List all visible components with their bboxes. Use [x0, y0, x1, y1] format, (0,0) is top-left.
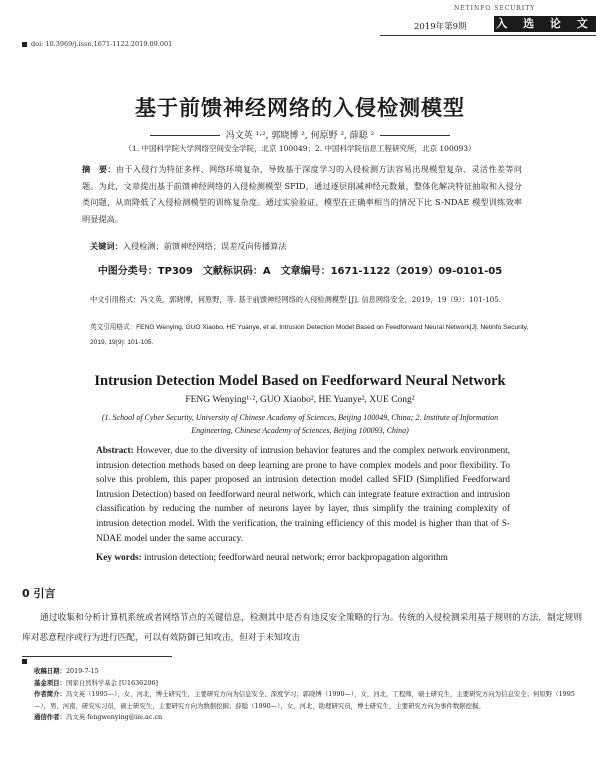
- affiliation-english: (1. School of Cyber Security, University of Chinese Academy of Sciences, Beijing 100049, China; 2. Institute of Information Engineering, Chinese Academy of Sciences, Beijing 100093, China): [101, 413, 499, 435]
- keywords-english: [96, 551, 510, 566]
- affiliation-chinese: （1. 中国科学院大学网络空间安全学院，北京 100049；2. 中国科学院信息工程研究所，北京 100093）: [124, 144, 476, 153]
- footnote-value: 冯文英（1995—），女，河北，博士研究生，主要研究方向为信息安全、深度学习；郭晓博（1990—），女，河北，工程师，硕士研究生，主要研究方向为信息安全；何原野（1995—），男，河南，研究实习员，硕士研究生，主要研究方向为数据挖掘；薛聪（1990—），女，河北，助理研究员，博士研究生，主要研究方向为事件数据挖掘。: [34, 690, 575, 710]
- keywords-chinese: [90, 241, 287, 252]
- classification-line: 中图分类号：TP309 文献标识码：A 文章编号：1671-1122（2019）09-0101-05: [97, 266, 503, 277]
- footnote-label: 通信作者：: [34, 713, 66, 721]
- footnote-value: 冯文英 fengwenying@iie.ac.cn: [65, 713, 163, 721]
- journal-brand: NETINFO SECURITY: [454, 5, 536, 12]
- citation-english: 英文引用格式：FENG Wenying, GUO Xiaobo, HE Yuanye, et al. Intrusion Detection Model Based on Feedforward Neural Network[J]. Netinfo Security, 2019, 19(9): 101-105.: [90, 324, 529, 346]
- abstract-english-label: Abstract:: [96, 446, 134, 456]
- doi-text: doi: 10.3969/j.issn.1671-1122.2019.09.001: [31, 40, 173, 48]
- abstract-english: [96, 444, 510, 546]
- footnote-rule: [22, 656, 172, 657]
- section-badge: 入 选 论 文: [494, 16, 596, 32]
- issue-label: 2019年第9期: [414, 22, 467, 32]
- keywords-chinese-label: 关键词：: [90, 241, 123, 251]
- title-chinese: 基于前馈神经网络的入侵检测模型: [135, 96, 465, 120]
- header-rule: [380, 35, 596, 36]
- footnote-label: 收稿日期：: [34, 667, 66, 675]
- keywords-english-label: Key words:: [96, 553, 142, 563]
- authors-english: FENG Wenying¹·², GUO Xiaobo², HE Yuanye², XUE Cong²: [185, 395, 415, 405]
- section-heading: 0 引言: [22, 587, 56, 600]
- footnotes: [34, 666, 590, 724]
- doi-line: [22, 40, 172, 48]
- footnote-contact: [34, 712, 590, 724]
- keywords-english-text: intrusion detection; feedforward neural network; error backpropagation algorithm: [144, 553, 448, 563]
- footnote-value: 国家自然科学基金 [U1636206]: [65, 678, 158, 687]
- footnote-label: 基金项目：: [34, 678, 66, 687]
- authors-chinese-text: 冯文英 ¹·², 郭晓博 ², 何原野 ², 薛聪 ²: [225, 131, 375, 141]
- citation-chinese: 中文引用格式：冯文英，郭晓博，何原野，等. 基于前馈神经网络的入侵检测模型 [J]. 信息网络安全，2019，19（9）：101-105.: [90, 295, 502, 304]
- divider: [380, 135, 450, 136]
- footnote-bio: [34, 689, 590, 712]
- footnote-value: 2019-7-15: [65, 667, 99, 675]
- authors-chinese: [0, 128, 600, 141]
- divider: [150, 135, 220, 136]
- abstract-chinese: [82, 161, 522, 227]
- footnote-received: [34, 666, 590, 678]
- abstract-chinese-label: 摘 要：: [82, 164, 116, 174]
- bullet-icon: [22, 659, 27, 664]
- keywords-chinese-text: 入侵检测；前馈神经网络；误差反向传播算法: [122, 241, 287, 251]
- footnote-fund: [34, 678, 590, 690]
- title-english: Intrusion Detection Model Based on Feedforward Neural Network: [94, 373, 506, 389]
- abstract-chinese-text: 由于入侵行为特征多样、网络环境复杂，导致基于深度学习的入侵检测方法容易出现模型复杂、灵活性差等问题。为此，文章提出基于前馈神经网络的入侵检测模型 SFID，通过逐层削减神经元数量，整体化解决特征抽取和入侵分类问题，从而降低了入侵检测模型的训练复杂度。通过实验验证，模型在正确率相当的情况下比 S-NDAE 模型训练效率明显提高。: [82, 164, 522, 224]
- abstract-english-text: However, due to the diversity of intrusion behavior features and the complex network environment, intrusion detection methods based on deep learning are prone to have complex models and poor flexibility. To solve this problem, this paper proposed an intrusion detection model called SFID (Simplified Feedforward Intrusion Detection) based on feedforward neural network, which can integrate feature extraction and intrusion classification by reducing the number of neurons layer by layer, thus simplify the training complexity of intrusion detection model. With the verification, the training efficiency of this model is higher than that of S-NDAE model under the same accuracy.: [96, 446, 511, 544]
- bullet-icon: [22, 42, 27, 47]
- footnote-label: 作者简介：: [34, 690, 66, 698]
- intro-paragraph: 通过收集和分析计算机系统或者网络节点的关键信息，检测其中是否有违反安全策略的行为。传统的入侵检测采用基于规则的方法，制定规则库对恶意程序或行为进行匹配，可以有效防御已知攻击，但对于未知攻击: [22, 613, 582, 643]
